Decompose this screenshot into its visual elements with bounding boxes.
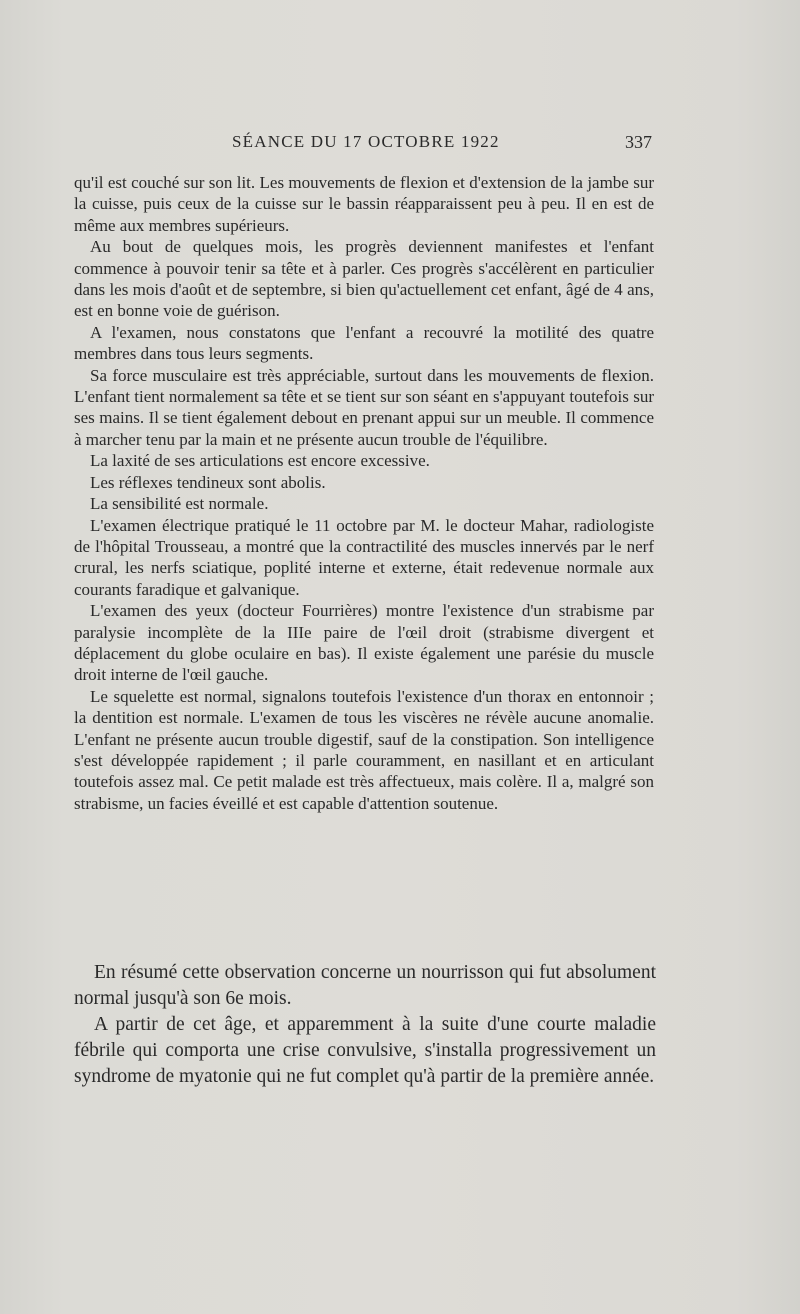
paragraph-10: Le squelette est normal, signalons toutefois l'existence d'un thorax en entonnoir ; la dentition est normale. L'examen de tous les viscères ne révèle aucune anomalie. L'enfant ne présente aucun trouble digestif, sauf de la constipation. Son intelligence s'est développée rapidement ; il parle couramment, en nasillant et en articulant toutefois assez mal. Ce petit malade est très affectueux, mais colère. Il a, malgré son strabisme, un facies éveillé et est capable d'attention soutenue. [74, 686, 654, 813]
paragraph-5: La laxité de ses articulations est encore excessive. [90, 451, 430, 471]
paragraph-7: La sensibilité est normale. [90, 494, 269, 514]
paragraph-1: qu'il est couché sur son lit. Les mouvements de flexion et d'extension de la jambe sur la cuisse, puis ceux de la cuisse sur le bassin réapparaissent peu à peu. Il en est de même aux membres supérieurs. [74, 173, 654, 235]
paragraph-4: Sa force musculaire est très appréciable, surtout dans les mouvements de flexion. L'enfant tient normalement sa tête et se tient sur son séant en s'appuyant toutefois sur ses mains. Il se tient également debout en prenant appui sur un meuble. Il commence à marcher tenu par la main et ne présente aucun trouble de l'équilibre. [74, 365, 654, 449]
running-title: SÉANCE DU 17 OCTOBRE 1922 [232, 132, 500, 151]
page-header [232, 132, 652, 158]
paragraph-6: Les réflexes tendineux sont abolis. [90, 472, 326, 492]
body-text [74, 172, 654, 814]
page-number: 337 [625, 132, 652, 152]
paragraph-8: L'examen électrique pratiqué le 11 octobre par M. le docteur Mahar, radiologiste de l'hôpital Trousseau, a montré que la contractilité des muscles innervés par le nerf crural, les nerfs sciatique, poplité interne et externe, était redevenue normale aux courants faradique et galvanique. [74, 515, 654, 599]
paragraph-3: A l'examen, nous constatons que l'enfant a recouvré la motilité des quatre membres dans tous leurs segments. [74, 322, 654, 364]
summary-section [74, 960, 656, 1090]
paragraph-2: Au bout de quelques mois, les progrès deviennent manifestes et l'enfant commence à pouvoir tenir sa tête et à parler. Ces progrès s'accélèrent en particulier dans les mois d'août et de septembre, si bien qu'actuellement cet enfant, âgé de 4 ans, est en bonne voie de guérison. [74, 237, 654, 321]
summary-paragraph-2: A partir de cet âge, et apparemment à la suite d'une courte maladie fébrile qui comporta une crise convulsive, s'installa progressivement un syndrome de myatonie qui ne fut complet qu'à partir de la première année. [74, 1014, 656, 1087]
summary-paragraph-1: En résumé cette observation concerne un nourrisson qui fut absolument normal jusqu'à son 6e mois. [74, 962, 656, 1009]
paragraph-9: L'examen des yeux (docteur Fourrières) montre l'existence d'un strabisme par paralysie incomplète de la IIIe paire de l'œil droit (strabisme divergent et déplacement du globe oculaire en bas). Il existe également une parésie du muscle droit interne de l'œil gauche. [74, 601, 654, 685]
